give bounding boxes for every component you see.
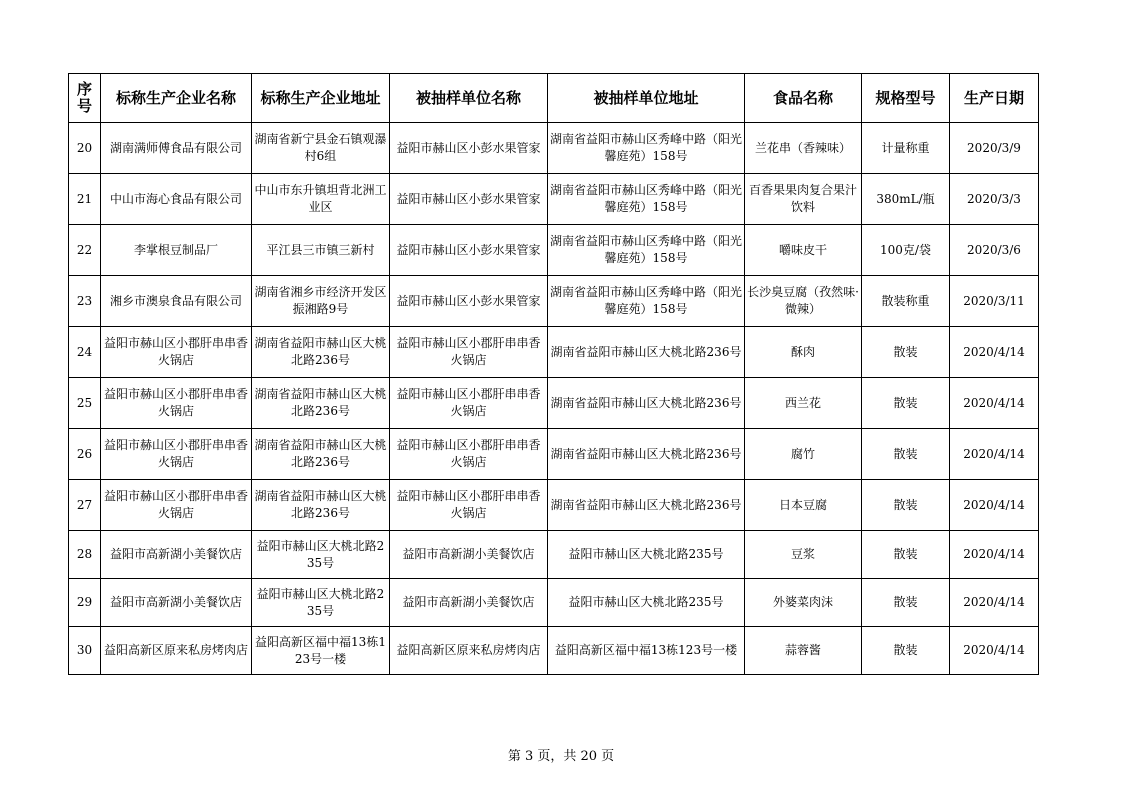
spec-cell: 散装: [862, 531, 950, 579]
spec-cell: 散装: [862, 429, 950, 480]
producer-address-cell: 湖南省新宁县金石镇观瀑村6组: [252, 123, 390, 174]
spec-cell: 散装: [862, 579, 950, 627]
header-cell: 标称生产企业地址: [252, 74, 390, 123]
table-row: [69, 276, 1039, 327]
header-cell: 被抽样单位名称: [390, 74, 548, 123]
production-date-cell: 2020/4/14: [950, 480, 1039, 531]
production-date-cell: 2020/4/14: [950, 429, 1039, 480]
seq-cell: 26: [69, 429, 101, 480]
producer-name-cell: 湖南满师傅食品有限公司: [101, 123, 252, 174]
food-name-cell: 兰花串（香辣味）: [745, 123, 862, 174]
food-name-cell: 蒜蓉酱: [745, 627, 862, 675]
spec-cell: 散装: [862, 480, 950, 531]
food-name-cell: 酥肉: [745, 327, 862, 378]
sampled-address-cell: 湖南省益阳市赫山区秀峰中路（阳光馨庭苑）158号: [548, 174, 745, 225]
seq-cell: 20: [69, 123, 101, 174]
spec-cell: 100克/袋: [862, 225, 950, 276]
table-row: [69, 531, 1039, 579]
seq-cell: 28: [69, 531, 101, 579]
sampled-address-cell: 湖南省益阳市赫山区秀峰中路（阳光馨庭苑）158号: [548, 123, 745, 174]
producer-address-cell: 平江县三市镇三新村: [252, 225, 390, 276]
producer-name-cell: 李掌根豆制品厂: [101, 225, 252, 276]
header-cell: 标称生产企业名称: [101, 74, 252, 123]
sampled-unit-cell: 益阳市赫山区小郡肝串串香火锅店: [390, 378, 548, 429]
spec-cell: 计量称重: [862, 123, 950, 174]
header-cell: 规格型号: [862, 74, 950, 123]
sampled-address-cell: 湖南省益阳市赫山区秀峰中路（阳光馨庭苑）158号: [548, 276, 745, 327]
producer-address-cell: 益阳市赫山区大桃北路235号: [252, 579, 390, 627]
sampled-unit-cell: 益阳市高新湖小美餐饮店: [390, 531, 548, 579]
header-cell: 食品名称: [745, 74, 862, 123]
sampled-unit-cell: 益阳市赫山区小彭水果管家: [390, 225, 548, 276]
production-date-cell: 2020/4/14: [950, 579, 1039, 627]
producer-name-cell: 中山市海心食品有限公司: [101, 174, 252, 225]
food-name-cell: 豆浆: [745, 531, 862, 579]
spec-cell: 散装: [862, 378, 950, 429]
producer-address-cell: 益阳市赫山区大桃北路235号: [252, 531, 390, 579]
seq-cell: 25: [69, 378, 101, 429]
production-date-cell: 2020/4/14: [950, 531, 1039, 579]
table-row: [69, 429, 1039, 480]
seq-cell: 27: [69, 480, 101, 531]
table-row: [69, 378, 1039, 429]
producer-address-cell: 湖南省益阳市赫山区大桃北路236号: [252, 480, 390, 531]
seq-cell: 23: [69, 276, 101, 327]
spec-cell: 380mL/瓶: [862, 174, 950, 225]
production-date-cell: 2020/4/14: [950, 327, 1039, 378]
spec-cell: 散装称重: [862, 276, 950, 327]
food-name-cell: 日本豆腐: [745, 480, 862, 531]
sampled-address-cell: 益阳市赫山区大桃北路235号: [548, 531, 745, 579]
producer-name-cell: 益阳市赫山区小郡肝串串香火锅店: [101, 480, 252, 531]
seq-cell: 21: [69, 174, 101, 225]
page-footer: 第 3 页，共 20 页: [507, 749, 615, 764]
sampling-table: [68, 73, 1039, 675]
producer-name-cell: 益阳高新区原来私房烤肉店: [101, 627, 252, 675]
producer-address-cell: 益阳高新区福中福13栋123号一楼: [252, 627, 390, 675]
sampled-unit-cell: 益阳市赫山区小郡肝串串香火锅店: [390, 429, 548, 480]
seq-cell: 22: [69, 225, 101, 276]
spec-cell: 散装: [862, 627, 950, 675]
sampled-unit-cell: 益阳市赫山区小郡肝串串香火锅店: [390, 480, 548, 531]
sampled-unit-cell: 益阳市高新湖小美餐饮店: [390, 579, 548, 627]
header-cell: 生产日期: [950, 74, 1039, 123]
seq-cell: 30: [69, 627, 101, 675]
table-row: [69, 225, 1039, 276]
sampled-address-cell: 湖南省益阳市赫山区秀峰中路（阳光馨庭苑）158号: [548, 225, 745, 276]
table-row: [69, 627, 1039, 675]
producer-name-cell: 益阳市高新湖小美餐饮店: [101, 579, 252, 627]
header-cell: 被抽样单位地址: [548, 74, 745, 123]
production-date-cell: 2020/4/14: [950, 627, 1039, 675]
sampled-address-cell: 湖南省益阳市赫山区大桃北路236号: [548, 429, 745, 480]
sampled-unit-cell: 益阳市赫山区小彭水果管家: [390, 276, 548, 327]
producer-name-cell: 益阳市赫山区小郡肝串串香火锅店: [101, 327, 252, 378]
sampled-unit-cell: 益阳高新区原来私房烤肉店: [390, 627, 548, 675]
header-cell: 序号: [69, 74, 101, 123]
table-row: [69, 327, 1039, 378]
sampled-address-cell: 湖南省益阳市赫山区大桃北路236号: [548, 480, 745, 531]
producer-address-cell: 湖南省湘乡市经济开发区振湘路9号: [252, 276, 390, 327]
spec-cell: 散装: [862, 327, 950, 378]
table-row: [69, 123, 1039, 174]
producer-name-cell: 湘乡市澳泉食品有限公司: [101, 276, 252, 327]
header-row: [69, 74, 1039, 123]
food-name-cell: 腐竹: [745, 429, 862, 480]
producer-name-cell: 益阳市高新湖小美餐饮店: [101, 531, 252, 579]
producer-address-cell: 湖南省益阳市赫山区大桃北路236号: [252, 378, 390, 429]
producer-address-cell: 中山市东升镇坦背北洲工业区: [252, 174, 390, 225]
producer-name-cell: 益阳市赫山区小郡肝串串香火锅店: [101, 429, 252, 480]
producer-address-cell: 湖南省益阳市赫山区大桃北路236号: [252, 327, 390, 378]
table-row: [69, 174, 1039, 225]
sampled-unit-cell: 益阳市赫山区小彭水果管家: [390, 123, 548, 174]
food-name-cell: 外婆菜肉沫: [745, 579, 862, 627]
sampled-address-cell: 益阳市赫山区大桃北路235号: [548, 579, 745, 627]
food-name-cell: 百香果果肉复合果汁饮料: [745, 174, 862, 225]
production-date-cell: 2020/3/11: [950, 276, 1039, 327]
production-date-cell: 2020/3/3: [950, 174, 1039, 225]
producer-address-cell: 湖南省益阳市赫山区大桃北路236号: [252, 429, 390, 480]
food-name-cell: 嚼味皮干: [745, 225, 862, 276]
table-row: [69, 579, 1039, 627]
food-name-cell: 长沙臭豆腐（孜然味· 微辣）: [745, 276, 862, 327]
food-name-cell: 西兰花: [745, 378, 862, 429]
sampled-address-cell: 益阳高新区福中福13栋123号一楼: [548, 627, 745, 675]
sampled-address-cell: 湖南省益阳市赫山区大桃北路236号: [548, 327, 745, 378]
production-date-cell: 2020/3/6: [950, 225, 1039, 276]
production-date-cell: 2020/4/14: [950, 378, 1039, 429]
table-row: [69, 480, 1039, 531]
sampled-unit-cell: 益阳市赫山区小彭水果管家: [390, 174, 548, 225]
seq-cell: 24: [69, 327, 101, 378]
sampled-address-cell: 湖南省益阳市赫山区大桃北路236号: [548, 378, 745, 429]
production-date-cell: 2020/3/9: [950, 123, 1039, 174]
sampled-unit-cell: 益阳市赫山区小郡肝串串香火锅店: [390, 327, 548, 378]
producer-name-cell: 益阳市赫山区小郡肝串串香火锅店: [101, 378, 252, 429]
seq-cell: 29: [69, 579, 101, 627]
